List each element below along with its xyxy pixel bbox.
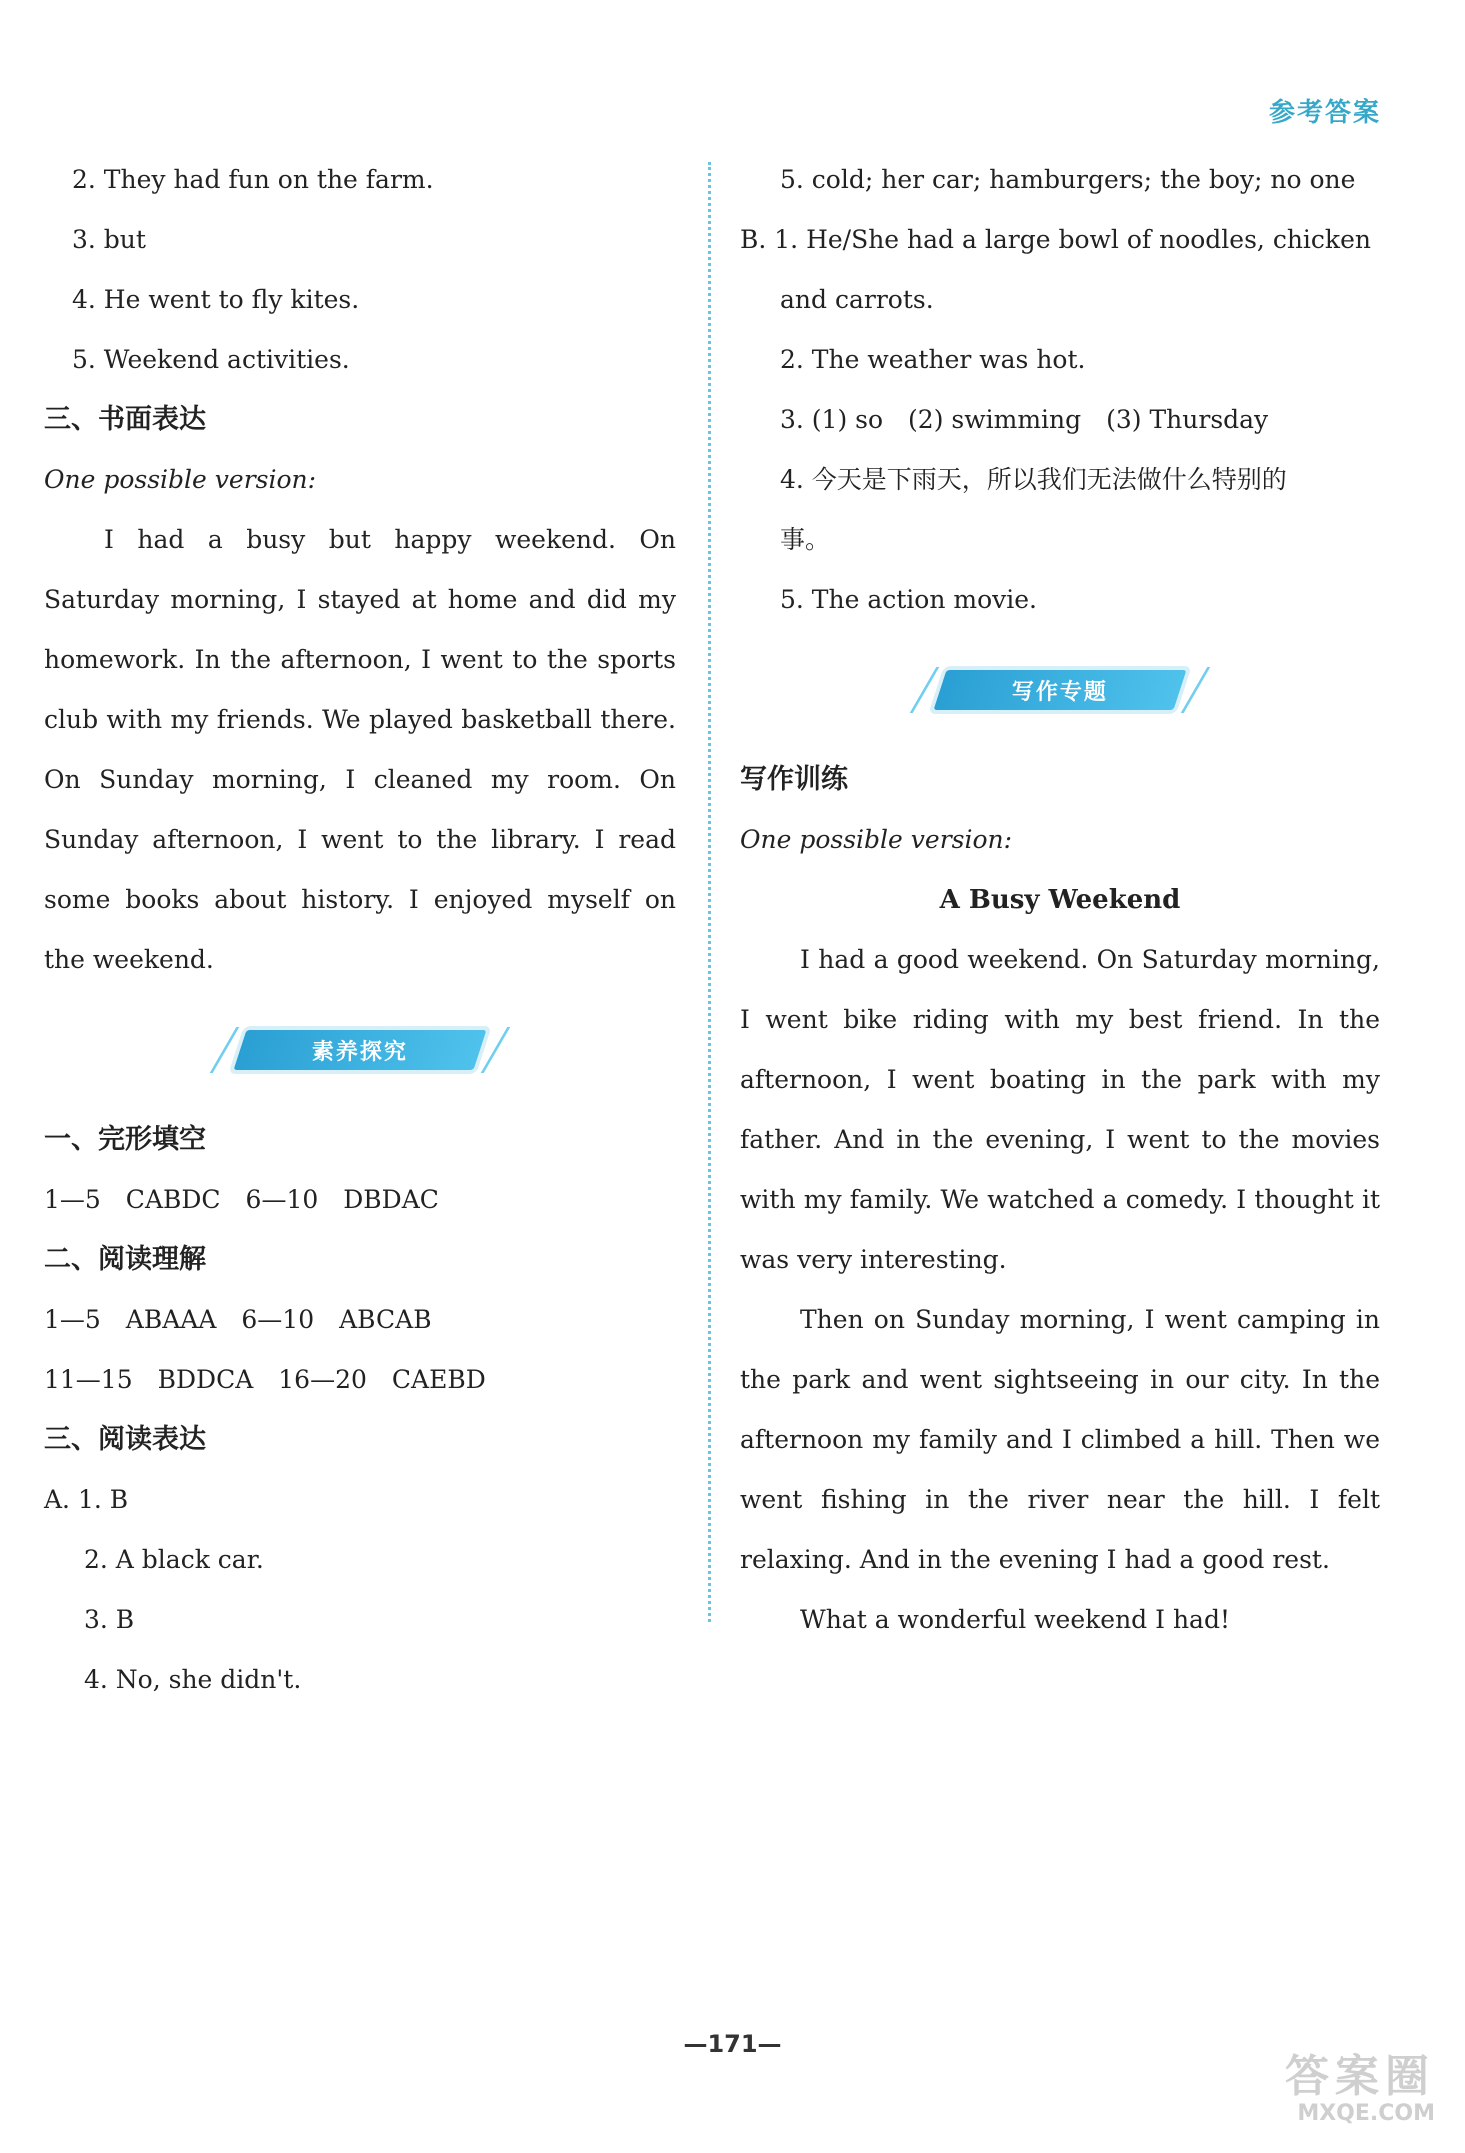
reading-answers: 11—15 BDDCA 16—20 CAEBD xyxy=(44,1365,486,1394)
section-banner-wrap xyxy=(44,990,676,1110)
answer-line: 5. The action movie. xyxy=(780,585,1037,614)
answer-line: 5. Weekend activities. xyxy=(72,345,350,374)
page-header-label: 参考答案 xyxy=(1268,98,1381,128)
answer-line: 2. They had fun on the farm. xyxy=(72,165,434,194)
answer-line: 3. B xyxy=(84,1605,135,1634)
essay-title: A Busy Weekend xyxy=(939,885,1181,915)
version-label: One possible version: xyxy=(740,825,1013,854)
section-banner-label: 素养探究 xyxy=(311,1039,408,1065)
page-number: —171— xyxy=(683,2030,782,2058)
answer-line: 2. A black car. xyxy=(84,1545,264,1574)
answer-line: 2. The weather was hot. xyxy=(780,345,1086,374)
section-banner xyxy=(934,670,1187,710)
answer-line: B. 1. He/She had a large bowl of noodles, chicken xyxy=(740,225,1371,254)
reading-answers: 1—5 ABAAA 6—10 ABCAB xyxy=(44,1305,432,1334)
section-heading-training: 写作训练 xyxy=(740,764,848,795)
section-banner-wrap xyxy=(740,630,1380,750)
answer-line: 4. No, she didn't. xyxy=(84,1665,302,1694)
answer-line: A. 1. B xyxy=(44,1485,129,1514)
answer-line: 3. (1) so (2) swimming (3) Thursday xyxy=(780,405,1269,434)
section-heading-cloze: 一、完形填空 xyxy=(44,1124,206,1155)
cloze-answers: 1—5 CABDC 6—10 DBDAC xyxy=(44,1185,439,1214)
answer-line: 事。 xyxy=(780,525,831,554)
watermark-text: 答案圈 xyxy=(1285,2051,1435,2102)
section-banner-label: 写作专题 xyxy=(1011,679,1108,705)
version-label: One possible version: xyxy=(44,465,317,494)
left-column xyxy=(44,150,676,1710)
answer-line: 4. He went to fly kites. xyxy=(72,285,360,314)
answer-line: 4. 今天是下雨天，所以我们无法做什么特别的 xyxy=(780,465,1287,494)
section-banner xyxy=(234,1030,487,1070)
section-heading-writing: 三、书面表达 xyxy=(44,404,206,435)
essay-paragraph: Then on Sunday morning, I went camping in the park and went sightseeing in our city. In the afternoon my family and I climbed a hill. Then we went fishing in the river near the hill. I felt relaxing. And in the evening I had a good rest. xyxy=(740,1305,1380,1574)
sample-essay: I had a busy but happy weekend. On Saturday morning, I stayed at home and did my homework. In the afternoon, I went to the sports club with my friends. We played basketball there. On Sunday morning, I cleaned my room. On Sunday afternoon, I went to the library. I read some books about history. I enjoyed myself on the weekend. xyxy=(44,525,676,974)
watermark-url: MXQE.COM xyxy=(1297,2101,1435,2126)
answer-line: 5. cold; her car; hamburgers; the boy; no one xyxy=(780,165,1356,194)
answer-line: 3. but xyxy=(72,225,146,254)
watermark-logo xyxy=(1235,2053,1435,2133)
column-divider xyxy=(708,162,711,1622)
section-heading-reading: 二、阅读理解 xyxy=(44,1244,206,1275)
essay-paragraph: What a wonderful weekend I had! xyxy=(800,1605,1231,1634)
essay-paragraph: I had a good weekend. On Saturday morning, I went bike riding with my best friend. In the afternoon, I went boating in the park with my father. And in the evening, I went to the movies with my family. We watched a comedy. I thought it was very interesting. xyxy=(740,945,1380,1274)
right-column xyxy=(740,150,1380,1650)
answer-line: and carrots. xyxy=(780,285,934,314)
section-heading-expression: 三、阅读表达 xyxy=(44,1424,206,1455)
